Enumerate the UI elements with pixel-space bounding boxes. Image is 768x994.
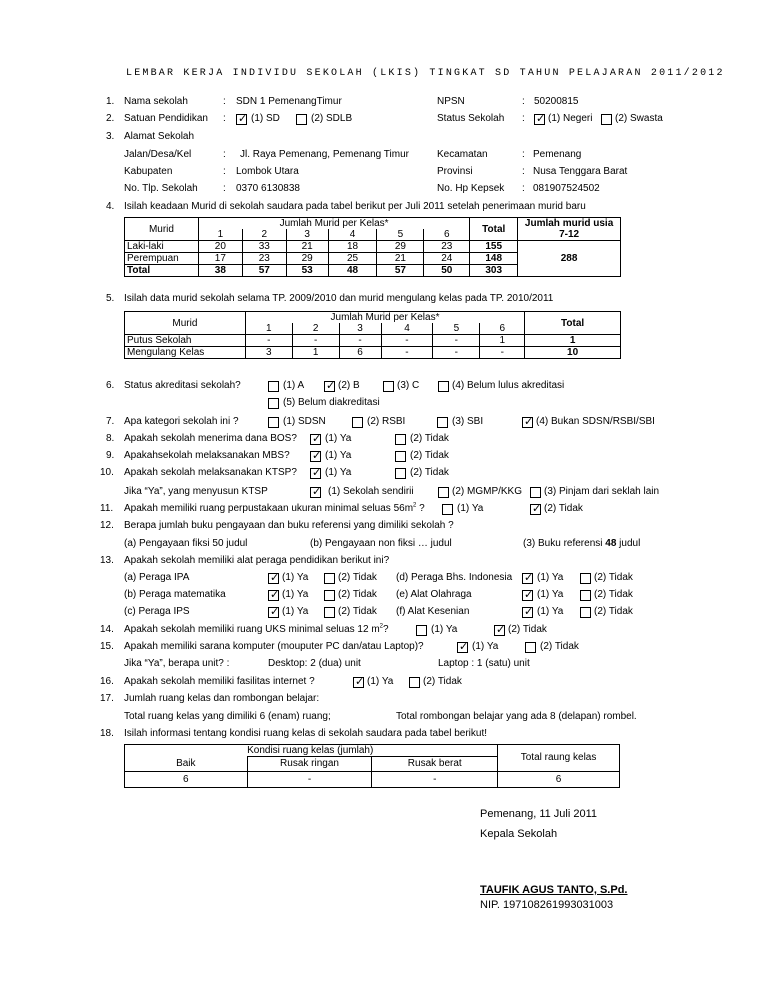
table-row <box>125 771 620 787</box>
option-label: (3) Pinjam dari seklah lain <box>544 486 660 497</box>
classroom-condition-table <box>124 744 620 788</box>
cell: 25 <box>328 253 377 265</box>
desktop-count: Desktop: 2 (dua) unit <box>268 658 361 669</box>
table-row <box>125 347 621 359</box>
q5-number: 5. <box>106 293 115 304</box>
option-tidak-label: (2) Tidak <box>540 641 579 652</box>
table-row <box>125 335 621 347</box>
peraga-item: (c) Peraga IPS <box>124 606 190 617</box>
colon: : <box>522 113 525 124</box>
class-header: 6 <box>424 229 470 241</box>
q9-text: Apakahsekolah melaksanakan MBS? <box>124 450 290 461</box>
checkbox-ya[interactable] <box>522 590 533 601</box>
checkbox-ya[interactable] <box>268 607 279 618</box>
q18-number: 18. <box>100 728 114 739</box>
colon: : <box>223 183 226 194</box>
peraga-item: (d) Peraga Bhs. Indonesia <box>396 572 513 583</box>
option-ya-label: (1) Ya <box>537 572 564 583</box>
option-label: (2) RSBI <box>367 416 406 427</box>
cell: 33 <box>242 241 286 253</box>
option-tidak-label: (2) Tidak <box>594 589 633 600</box>
q14-number: 14. <box>100 624 114 635</box>
checkbox-ya[interactable] <box>268 573 279 584</box>
peraga-item: (b) Peraga matematika <box>124 589 226 600</box>
option-label: (4) Bukan SDSN/RSBI/SBI <box>536 416 655 427</box>
q3-label: Alamat Sekolah <box>124 131 195 142</box>
class-header: 1 <box>245 323 292 335</box>
table-header-murid: Murid <box>125 312 246 335</box>
peraga-item: (f) Alat Kesenian <box>396 606 470 617</box>
kecamatan-label: Kecamatan <box>437 149 488 160</box>
laptop-count: Laptop : 1 (satu) unit <box>438 658 530 669</box>
q8-number: 8. <box>106 433 115 444</box>
cell: - <box>247 771 372 787</box>
checkbox-ya[interactable] <box>522 607 533 618</box>
option-tidak-label: (2) Tidak <box>594 606 633 617</box>
option-label: (2) MGMP/KKG <box>452 486 523 497</box>
row-total: 148 <box>470 253 518 265</box>
option-ya-label: (1) Ya <box>537 606 564 617</box>
cell: 21 <box>377 253 424 265</box>
jalan-value: Jl. Raya Pemenang, Pemenang Timur <box>240 149 409 160</box>
peraga-item: (a) Peraga IPA <box>124 572 190 583</box>
row-total: 10 <box>525 347 621 359</box>
rombel-total: Total rombongan belajar yang ada 8 (delapan) rombel. <box>396 711 637 722</box>
option-ya-label: (1) Ya <box>431 624 458 635</box>
table-header-group: Jumlah Murid per Kelas* <box>198 218 469 230</box>
option-label: (4) Belum lulus akreditasi <box>452 380 565 391</box>
table-header-murid: Murid <box>125 218 199 241</box>
cell: 53 <box>286 265 328 277</box>
class-header: 4 <box>381 323 433 335</box>
row-label: Total <box>125 265 199 277</box>
cell: 18 <box>328 241 377 253</box>
cell: - <box>339 335 381 347</box>
option-label: (5) Belum diakreditasi <box>283 397 380 408</box>
row-total: 303 <box>470 265 518 277</box>
npsn-value: 50200815 <box>534 96 579 107</box>
row-total: 1 <box>525 335 621 347</box>
q11-number: 11. <box>100 503 114 514</box>
checkbox-mgmp[interactable] <box>438 487 449 498</box>
colon: : <box>522 149 525 160</box>
cell: 29 <box>377 241 424 253</box>
checkbox-belum-diakreditasi[interactable] <box>268 398 279 409</box>
cell: 21 <box>286 241 328 253</box>
q1-number: 1. <box>106 96 115 107</box>
option-ya-label: (1) Ya <box>282 589 309 600</box>
q15-number: 15. <box>100 641 114 652</box>
q6-text: Status akreditasi sekolah? <box>124 380 241 391</box>
cell: 1 <box>480 335 525 347</box>
colon: : <box>223 113 226 124</box>
q13-number: 13. <box>100 555 114 566</box>
option-label: (1) SDSN <box>283 416 326 427</box>
signatory-name: TAUFIK AGUS TANTO, S.Pd. <box>480 884 628 896</box>
table-header-total: Total <box>525 312 621 335</box>
colon: : <box>223 166 226 177</box>
ktsp-sub-text: Jika “Ya”, yang menyusun KTSP <box>124 486 268 497</box>
option-ya-label: (1) Ya <box>472 641 499 652</box>
option-ya-label: (1) Ya <box>325 433 352 444</box>
kabupaten-label: Kabupaten <box>124 166 173 177</box>
checkbox-akreditasi-b[interactable] <box>324 381 335 392</box>
cell: 1 <box>292 347 339 359</box>
checkbox-tidak[interactable] <box>580 607 591 618</box>
cell: 6 <box>125 771 248 787</box>
option-ya-label: (1) Ya <box>367 676 394 687</box>
peraga-item: (e) Alat Olahraga <box>396 589 472 600</box>
q10-text: Apakah sekolah melaksanakan KTSP? <box>124 467 297 478</box>
kecamatan-value: Pemenang <box>533 149 582 160</box>
cell: - <box>433 335 480 347</box>
cell: - <box>292 335 339 347</box>
q8-text: Apakah sekolah menerima dana BOS? <box>124 433 297 444</box>
cell: 6 <box>498 771 620 787</box>
checkbox-ya[interactable] <box>310 468 321 479</box>
place-date: Pemenang, 11 Juli 2011 <box>480 808 598 820</box>
q4-number: 4. <box>106 201 115 212</box>
q6-number: 6. <box>106 380 115 391</box>
colon: : <box>522 166 525 177</box>
checkbox-sekolah-sendiri[interactable] <box>310 487 321 498</box>
q17-number: 17. <box>100 693 114 704</box>
checkbox-tidak[interactable] <box>580 573 591 584</box>
q7-text: Apa kategori sekolah ini ? <box>124 416 239 427</box>
class-header: 4 <box>328 229 377 241</box>
cell: 20 <box>198 241 242 253</box>
checkbox-ya[interactable] <box>268 590 279 601</box>
q13-text: Apakah sekolah memiliki alat peraga pendidikan berikut ini? <box>124 555 390 566</box>
checkbox-ya[interactable] <box>353 677 364 688</box>
option-ya-label: (1) Ya <box>537 589 564 600</box>
signatory-nip: NIP. 197108261993031003 <box>480 899 614 911</box>
cell: - <box>372 771 498 787</box>
option-ya-label: (1) Ya <box>325 467 352 478</box>
option-tidak-label: (2) Tidak <box>338 589 377 600</box>
q12-number: 12. <box>100 520 114 531</box>
checkbox-tidak[interactable] <box>494 625 505 636</box>
row-label: Putus Sekolah <box>125 335 246 347</box>
checkbox-tidak[interactable] <box>530 504 541 515</box>
hp-value: 081907524502 <box>533 183 600 194</box>
checkbox-ya[interactable] <box>522 573 533 584</box>
checkbox-tidak[interactable] <box>395 434 406 445</box>
checkbox-akreditasi-c[interactable] <box>383 381 394 392</box>
class-header: 3 <box>339 323 381 335</box>
cell: - <box>480 347 525 359</box>
class-header: 5 <box>433 323 480 335</box>
usia-value: 288 <box>518 241 621 277</box>
q4-text: Isilah keadaan Murid di sekolah saudara pada tabel berikut per Juli 2011 setelah penerimaan murid baru <box>124 201 586 212</box>
provinsi-label: Provinsi <box>437 166 473 177</box>
cell: 38 <box>198 265 242 277</box>
checkbox-tidak[interactable] <box>324 573 335 584</box>
checkbox-ya[interactable] <box>310 434 321 445</box>
option-sd-label: (1) SD <box>251 113 280 124</box>
option-tidak-label: (2) Tidak <box>410 450 449 461</box>
option-label: (3) SBI <box>452 416 484 427</box>
cell: 57 <box>242 265 286 277</box>
q18-text: Isilah informasi tentang kondisi ruang kelas di sekolah saudara pada tabel berikut! <box>124 728 487 739</box>
cell: 29 <box>286 253 328 265</box>
total-kelas-header: Total raung kelas <box>498 745 620 772</box>
q10-number: 10. <box>100 467 114 478</box>
ringan-header: Rusak ringan <box>247 757 372 772</box>
q16-text: Apakah sekolah memiliki fasilitas internet ? <box>124 676 315 687</box>
option-label: (1) Sekolah sendirii <box>328 486 414 497</box>
colon: : <box>522 96 525 107</box>
class-header: 3 <box>286 229 328 241</box>
cell: - <box>381 335 433 347</box>
option-ya-label: (1) Ya <box>325 450 352 461</box>
q3-number: 3. <box>106 131 115 142</box>
checkbox-tidak[interactable] <box>395 468 406 479</box>
q5-text: Isilah data murid sekolah selama TP. 2009/2010 dan murid mengulang kelas pada TP. 2010/2011 <box>124 293 554 304</box>
checkbox-swasta[interactable] <box>601 114 612 125</box>
class-header: 6 <box>480 323 525 335</box>
checkbox-sd[interactable] <box>236 114 247 125</box>
row-label: Perempuan <box>125 253 199 265</box>
row-label: Mengulang Kelas <box>125 347 246 359</box>
class-header: 2 <box>242 229 286 241</box>
condition-group-header: Kondisi ruang kelas (jumlah) <box>247 745 498 757</box>
cell: 6 <box>339 347 381 359</box>
q16-number: 16. <box>100 676 114 687</box>
checkbox-belum-lulus[interactable] <box>438 381 449 392</box>
cell: 17 <box>198 253 242 265</box>
option-tidak-label: (2) Tidak <box>508 624 547 635</box>
q1-label: Nama sekolah <box>124 96 188 107</box>
q12-text: Berapa jumlah buku pengayaan dan buku referensi yang dimiliki sekolah ? <box>124 520 454 531</box>
berat-header: Rusak berat <box>372 757 498 772</box>
ruang-kelas-total: Total ruang kelas yang dimiliki 6 (enam) ruang; <box>124 711 331 722</box>
npsn-label: NPSN <box>437 96 465 107</box>
option-ya-label: (1) Ya <box>457 503 484 514</box>
checkbox-sbi[interactable] <box>437 417 448 428</box>
q7-number: 7. <box>106 416 115 427</box>
phone-value: 0370 6130838 <box>236 183 300 194</box>
checkbox-rsbi[interactable] <box>352 417 363 428</box>
nonfiksi-count: (b) Pengayaan non fiksi … judul <box>310 538 452 549</box>
option-tidak-label: (2) Tidak <box>410 467 449 478</box>
kabupaten-value: Lombok Utara <box>236 166 299 177</box>
option-ya-label: (1) Ya <box>282 572 309 583</box>
phone-label: No. Tlp. Sekolah <box>124 183 198 194</box>
cell: 48 <box>328 265 377 277</box>
q17-text: Jumlah ruang kelas dan rombongan belajar: <box>124 693 320 704</box>
class-header: 2 <box>292 323 339 335</box>
baik-header: Baik <box>125 757 248 772</box>
cell: 57 <box>377 265 424 277</box>
option-ya-label: (1) Ya <box>282 606 309 617</box>
q14-text: Apakah sekolah memiliki ruang UKS minimal seluas 12 $m^2$? <box>124 623 389 635</box>
checkbox-tidak[interactable] <box>580 590 591 601</box>
table-row <box>125 241 621 253</box>
colon: : <box>223 96 226 107</box>
class-header: 1 <box>198 229 242 241</box>
checkbox-ya[interactable] <box>457 642 468 653</box>
checkbox-tidak[interactable] <box>525 642 536 653</box>
checkbox-sdlb[interactable] <box>296 114 307 125</box>
option-tidak-label: (2) Tidak <box>338 606 377 617</box>
checkbox-akreditasi-a[interactable] <box>268 381 279 392</box>
checkbox-ya[interactable] <box>416 625 427 636</box>
provinsi-value: Nusa Tenggara Barat <box>533 166 628 177</box>
cell: - <box>245 335 292 347</box>
row-total: 155 <box>470 241 518 253</box>
page-title: LEMBAR KERJA INDIVIDU SEKOLAH (LKIS) TINGKAT SD TAHUN PELAJARAN 2011/2012 <box>126 68 725 79</box>
table-header-usia: Jumlah murid usia 7-12 <box>518 218 621 241</box>
option-swasta-label: (2) Swasta <box>615 113 663 124</box>
checkbox-tidak[interactable] <box>324 607 335 618</box>
signatory-role: Kepala Sekolah <box>480 828 558 840</box>
checkbox-bukan[interactable] <box>522 417 533 428</box>
cell: 50 <box>424 265 470 277</box>
student-table <box>124 217 621 277</box>
status-label: Status Sekolah <box>437 113 505 124</box>
fiksi-count: (a) Pengayaan fiksi 50 judul <box>124 538 248 549</box>
row-label: Laki-laki <box>125 241 199 253</box>
table-header-total: Total <box>470 218 518 241</box>
table-header-group: Jumlah Murid per Kelas* <box>245 312 524 324</box>
option-sdlb-label: (2) SDLB <box>311 113 353 124</box>
colon: : <box>522 183 525 194</box>
cell: 23 <box>242 253 286 265</box>
option-tidak-label: (2) Tidak <box>594 572 633 583</box>
class-header: 5 <box>377 229 424 241</box>
hp-label: No. Hp Kepsek <box>437 183 505 194</box>
computer-sub-text: Jika “Ya”, berapa unit? : <box>124 658 230 669</box>
checkbox-ya[interactable] <box>310 451 321 462</box>
checkbox-pinjam[interactable] <box>530 487 541 498</box>
cell: 23 <box>424 241 470 253</box>
q2-number: 2. <box>106 113 115 124</box>
option-tidak-label: (2) Tidak <box>423 676 462 687</box>
cell: - <box>433 347 480 359</box>
option-tidak-label: (2) Tidak <box>338 572 377 583</box>
option-label: (2) B <box>338 380 360 391</box>
option-label: (1) A <box>283 380 305 391</box>
jalan-label: Jalan/Desa/Kel <box>124 149 192 160</box>
colon: : <box>223 149 226 160</box>
q11-text: Apakah memiliki ruang perpustakaan ukuran minimal seluas $56m^2$ ? <box>124 502 425 514</box>
cell: 3 <box>245 347 292 359</box>
dropout-table <box>124 311 621 359</box>
checkbox-sdsn[interactable] <box>268 417 279 428</box>
cell: 24 <box>424 253 470 265</box>
q15-text: Apakah memiliki sarana komputer (mouputer PC dan/atau Laptop)? <box>124 641 424 652</box>
school-name-value: SDN 1 PemenangTimur <box>236 96 342 107</box>
checkbox-tidak[interactable] <box>395 451 406 462</box>
checkbox-ya[interactable] <box>442 504 453 515</box>
q9-number: 9. <box>106 450 115 461</box>
option-tidak-label: (2) Tidak <box>410 433 449 444</box>
cell: - <box>381 347 433 359</box>
option-tidak-label: (2) Tidak <box>544 503 583 514</box>
option-label: (3) C <box>397 380 420 391</box>
option-negeri-label: (1) Negeri <box>548 113 593 124</box>
referensi-count: (3) Buku referensi 48 judul <box>523 538 641 549</box>
checkbox-tidak[interactable] <box>324 590 335 601</box>
q2-label: Satuan Pendidikan <box>124 113 208 124</box>
checkbox-tidak[interactable] <box>409 677 420 688</box>
checkbox-negeri[interactable] <box>534 114 545 125</box>
